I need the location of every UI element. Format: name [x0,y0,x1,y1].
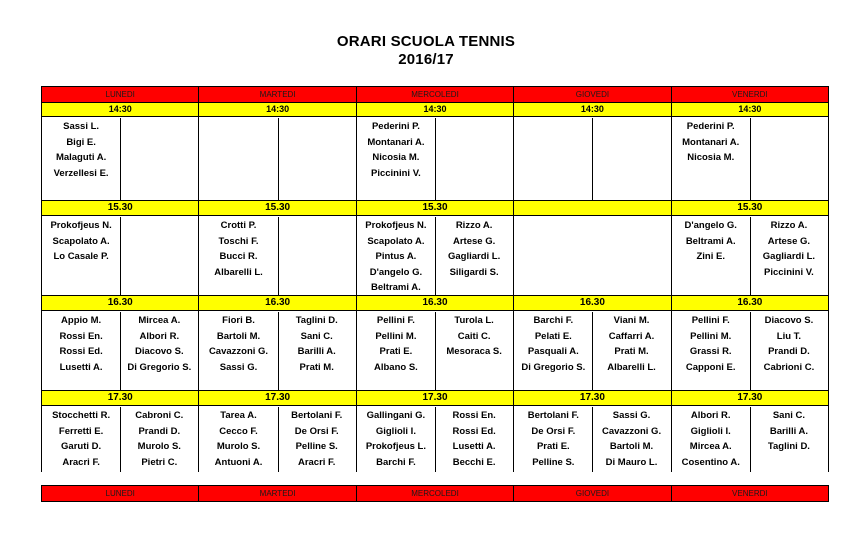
student-name: Caiti C. [457,330,491,342]
names-left-column [514,216,592,218]
student-name: Scapolato A. [367,235,425,247]
names-right-column [435,406,513,470]
student-name: Montanari A. [367,136,425,148]
day-column [41,390,198,472]
student-name: Barilli A. [297,346,336,358]
names-left-column [672,311,750,375]
student-name: Siligardi S. [449,266,499,278]
student-name: Albori R. [690,410,731,421]
student-name: Giglioli I. [690,425,731,437]
student-name: Taglini D. [767,441,810,453]
student-name: Pasquali A. [527,346,579,358]
student-name: Rossi Ed. [452,425,496,437]
column-divider [278,217,279,295]
names-right-column [592,311,670,375]
student-name: Sassi G. [219,361,258,373]
time-label: 16.30 [42,295,198,311]
time-label: 15.30 [672,200,828,216]
day-footer-mercoledi: MERCOLEDI [356,486,513,501]
student-name: Malaguti A. [55,152,107,164]
names-right-column [592,406,670,470]
student-name: Mircea A. [138,315,181,326]
time-slot-block [41,102,829,200]
names-right-column [278,311,356,375]
student-name: Bertolani F. [527,410,579,421]
names-left-column [199,311,277,375]
student-name: Stocchetti R. [52,410,111,421]
student-name: Di Mauro L. [605,456,658,468]
names-right-column [120,216,198,265]
column-divider [120,407,121,472]
student-name: Montanari A. [682,136,740,148]
day-header-lunedi: LUNEDI [41,87,198,102]
student-name: Pederini P. [686,121,735,132]
student-names [514,216,670,218]
names-right-column [592,117,670,119]
student-name: Ferretti E. [58,425,104,437]
column-divider [435,217,436,295]
names-right-column [120,117,198,181]
student-name: Rossi En. [452,410,496,421]
time-label [514,200,670,216]
day-footer-lunedi: LUNEDI [41,486,198,501]
student-name: Crotti P. [220,220,257,231]
names-left-column [199,216,277,280]
day-column [41,295,198,390]
time-slot-block [41,295,829,390]
names-right-column [435,311,513,375]
student-name: Bigi E. [66,136,96,148]
student-name: Zini E. [696,251,725,263]
column-divider [750,217,751,295]
student-name: Prandi D. [138,425,181,437]
student-name: Aracri F. [62,456,100,468]
student-name: Nicosia M. [372,152,420,164]
names-left-column [42,311,120,375]
day-column [671,102,829,200]
student-name: Toschi F. [218,235,259,247]
student-name: Prati E. [379,346,413,358]
time-label: 17.30 [672,390,828,406]
page-subtitle-year: 2016/17 [398,51,454,68]
student-name: Sassi G. [612,410,651,421]
student-name: Mircea A. [689,441,732,453]
column-divider [278,312,279,390]
student-name: Fiori B. [222,315,255,326]
names-right-column [750,117,828,166]
names-left-column [357,117,435,181]
day-column [41,200,198,295]
student-name: Albarelli L. [214,266,263,278]
names-right-column [278,216,356,280]
column-divider [120,312,121,390]
day-column [198,102,355,200]
names-left-column [199,406,277,470]
student-name: Garuti D. [61,441,102,453]
student-name: Artese G. [767,235,811,247]
time-label: 15.30 [357,200,513,216]
time-label: 14:30 [42,102,198,117]
student-name: Pellini F. [376,315,415,326]
student-name: Diacovo S. [135,346,184,358]
student-name: Pederini P. [371,121,420,132]
day-column [671,390,829,472]
time-label: 17.30 [357,390,513,406]
student-name: Rossi Ed. [59,346,103,358]
day-header-martedi: MARTEDI [198,87,355,102]
student-name: Pietri C. [141,456,178,468]
student-name: Diacovo S. [764,315,814,326]
student-name: Barchi F. [533,315,574,326]
names-left-column [357,406,435,470]
days-header-top [41,86,829,103]
student-name: Rizzo A. [770,220,808,231]
student-name: Giglioli I. [375,425,416,437]
day-column [198,295,355,390]
student-name: Prokofjeus N. [50,220,112,231]
names-left-column [357,311,435,375]
student-name: Gagliardi L. [762,251,816,263]
student-name: Bartoli M. [216,330,261,342]
names-left-column [199,117,277,119]
student-name: Prati M. [299,361,334,373]
names-left-column [514,311,592,375]
column-divider [278,118,279,200]
student-name: Di Gregorio S. [521,361,586,373]
student-name: Pelline S. [532,456,575,468]
day-column [671,200,829,295]
day-header-venerdi: VENERDI [671,87,829,102]
names-right-column [278,406,356,470]
day-footer-venerdi: VENERDI [671,486,829,501]
student-name: Pintus A. [375,251,417,263]
names-right-column [750,311,828,375]
student-name: Albarelli L. [607,361,656,373]
day-header-giovedi: GIOVEDI [513,87,670,102]
time-label: 14:30 [199,102,355,117]
student-name: Beltrami A. [371,282,421,294]
student-name: Prati M. [614,346,649,358]
student-name: Prati E. [536,441,570,453]
names-right-column [435,117,513,181]
student-name: Cosentino A. [681,456,740,468]
student-name: Lo Casale P. [53,251,109,263]
student-name: Artese G. [452,235,496,247]
student-name: Prokofjeus N. [365,220,427,231]
names-left-column [672,406,750,470]
column-divider [278,407,279,472]
names-right-column [278,117,356,119]
student-name: De Orsi F. [294,425,339,437]
student-name: Murolo S. [216,441,261,453]
student-name: Sassi L. [63,121,100,132]
day-column [41,102,198,200]
time-label: 17.30 [514,390,670,406]
column-divider [750,407,751,472]
column-divider [750,312,751,390]
day-column [356,390,513,472]
names-left-column [42,117,120,181]
day-column [198,390,355,472]
student-name: Gagliardi L. [447,251,501,263]
day-column [356,295,513,390]
student-name: Di Gregorio S. [127,361,192,373]
student-name: Pelati E. [534,330,572,342]
student-name: D'angelo G. [684,220,737,231]
column-divider [435,407,436,472]
time-label: 15.30 [42,200,198,216]
time-slot-block [41,200,829,295]
student-name: Rizzo A. [455,220,493,231]
student-name: Bartoli M. [609,441,654,453]
names-left-column [357,216,435,296]
column-divider [592,312,593,390]
student-name: Capponi E. [685,361,736,373]
student-name: Murolo S. [137,441,181,453]
student-name: Caffarri A. [608,330,655,342]
student-name: Pellini F. [691,315,730,326]
page-title: ORARI SCUOLA TENNIS [336,33,516,50]
student-name: Cavazzoni G. [601,425,662,437]
student-name: Turola L. [454,315,494,326]
student-name: Cavazzoni G. [208,346,269,358]
student-name: Albori R. [139,330,180,342]
column-divider [750,118,751,200]
student-name: Bertolani F. [291,410,343,421]
student-name: Liu T. [776,330,802,342]
time-label: 17.30 [199,390,355,406]
names-left-column [42,216,120,265]
student-name: Bucci R. [219,251,258,263]
time-label: 16.30 [672,295,828,311]
time-label: 17.30 [42,390,198,406]
student-name: Mesoraca S. [446,346,502,358]
time-label: 16.30 [357,295,513,311]
names-right-column [750,216,828,280]
student-name: Lusetti A. [452,441,496,453]
student-name: D'angelo G. [369,266,423,278]
column-divider [120,217,121,295]
names-right-column [120,406,198,470]
student-name: De Orsi F. [531,425,576,437]
student-name: Pelline S. [295,441,338,453]
student-name: Prokofjeus L. [365,441,426,453]
student-name: Sani C. [772,410,806,421]
student-name: Nicosia M. [687,152,735,164]
names-right-column [592,216,670,218]
names-left-column [672,117,750,166]
student-name: Beltrami A. [685,235,736,247]
day-column [198,200,355,295]
time-slot-block [41,390,829,472]
day-footer-martedi: MARTEDI [198,486,355,501]
student-name: Viani M. [613,315,650,326]
student-name: Taglini D. [295,315,338,326]
student-name: Lusetti A. [59,361,103,373]
column-divider [435,312,436,390]
student-name: Tarea A. [220,410,257,421]
names-left-column [514,117,592,119]
day-column [513,390,670,472]
days-header-bottom [41,485,829,502]
student-name: Aracri F. [297,456,336,468]
column-divider [592,407,593,472]
day-column [356,102,513,200]
student-name: Piccinini V. [764,266,814,278]
time-label: 15.30 [199,200,355,216]
names-right-column [120,311,198,375]
student-name: Cecco F. [219,425,258,437]
names-left-column [42,406,120,470]
column-divider [120,118,121,200]
column-divider [592,118,593,200]
student-name: Barchi F. [376,456,416,468]
column-divider [435,118,436,200]
student-name: Verzellesi E. [53,167,109,179]
student-name: Gallingani G. [366,410,426,421]
day-column [513,295,670,390]
names-right-column [750,406,828,470]
time-label: 14:30 [357,102,513,117]
student-name: Barilli A. [769,425,809,437]
student-name: Sani C. [300,330,333,342]
student-name: Albano S. [374,361,418,373]
time-label: 14:30 [672,102,828,117]
time-label: 16.30 [199,295,355,311]
names-left-column [672,216,750,280]
names-left-column [514,406,592,470]
day-footer-giovedi: GIOVEDI [513,486,670,501]
student-name: Becchi E. [452,456,496,468]
student-name: Appio M. [61,315,102,326]
names-right-column [435,216,513,296]
student-name: Pellini M. [375,330,417,342]
time-label: 14:30 [514,102,670,117]
time-label: 16.30 [514,295,670,311]
student-name: Pellini M. [690,330,732,342]
day-column [356,200,513,295]
student-name: Antuoni A. [214,456,263,468]
student-name: Piccinini V. [371,167,421,179]
student-name: Cabroni C. [135,410,184,421]
day-column [513,200,670,295]
student-name: Grassi R. [689,346,732,358]
student-name: Scapolato A. [52,235,110,247]
student-name: Rossi En. [59,330,103,342]
day-header-mercoledi: MERCOLEDI [356,87,513,102]
student-name: Prandi D. [768,346,810,358]
student-name: Cabrioni C. [763,361,815,373]
day-column [671,295,829,390]
day-column [513,102,670,200]
